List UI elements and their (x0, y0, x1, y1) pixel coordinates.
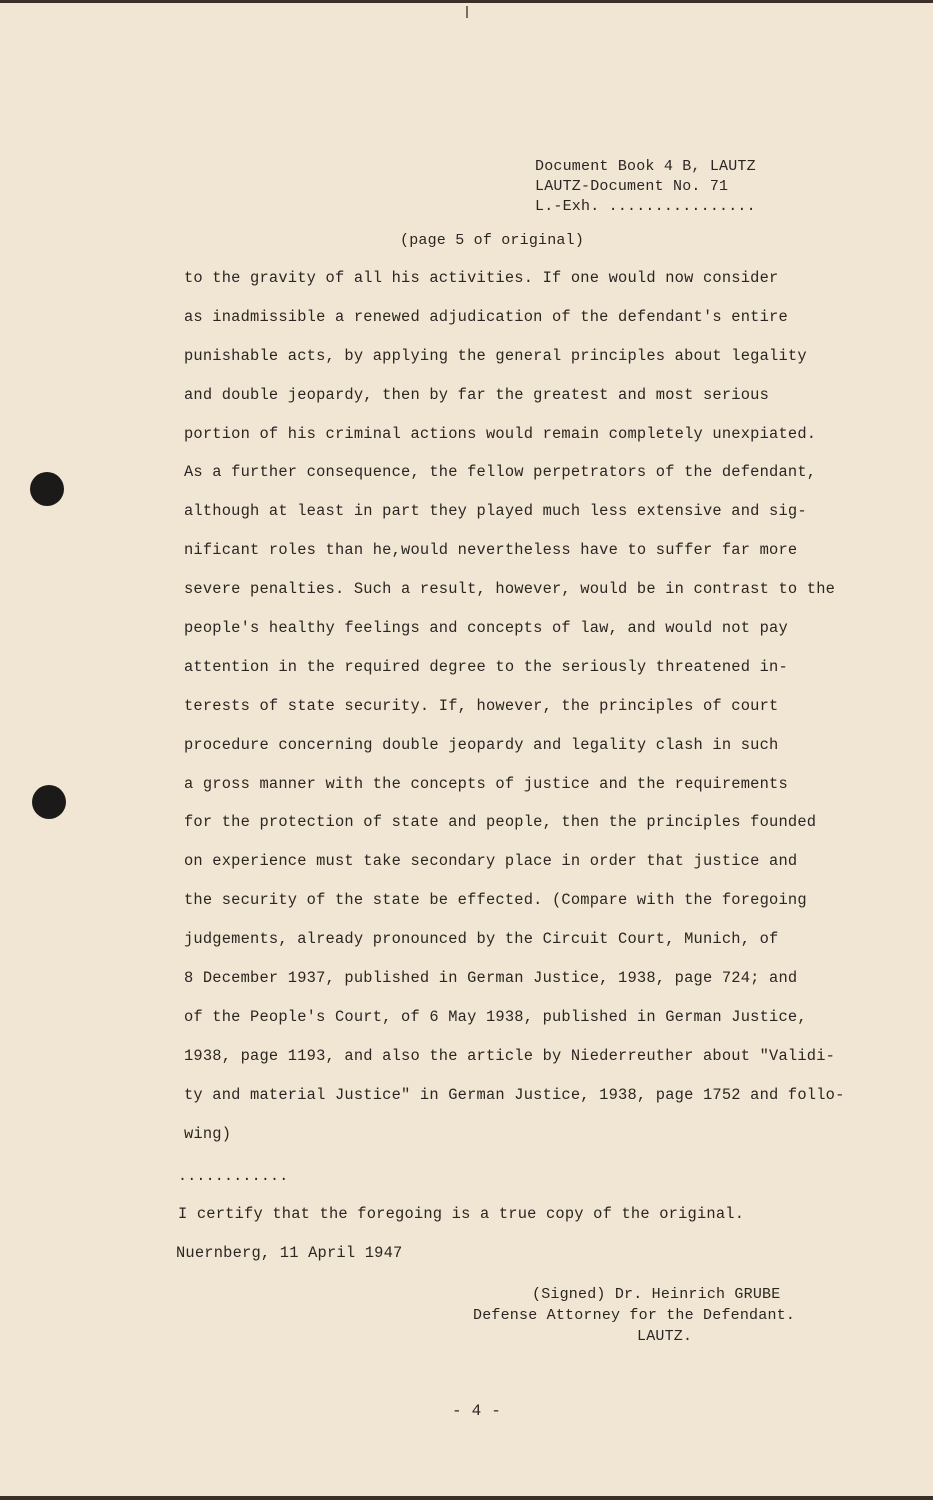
page-number: - 4 - (452, 1402, 502, 1420)
staple-mark (466, 6, 468, 18)
body-line: 1938, page 1193, and also the article by Niederreuther about "Validi- (184, 1046, 836, 1065)
body-line: wing) (184, 1124, 232, 1143)
body-line: as inadmissible a renewed adjudication of the defendant's entire (184, 307, 788, 326)
body-text (184, 268, 845, 1162)
body-line: of the People's Court, of 6 May 1938, published in German Justice, (184, 1007, 807, 1026)
body-line: As a further consequence, the fellow perpetrators of the defendant, (184, 463, 817, 482)
signed-by: (Signed) Dr. Heinrich GRUBE (532, 1286, 781, 1303)
body-line: the security of the state be effected. (Compare with the foregoing (184, 891, 807, 910)
punch-hole-upper (30, 472, 64, 506)
document-number-label: LAUTZ-Document No. 71 (535, 178, 729, 195)
body-line: ty and material Justice" in German Justice, 1938, page 1752 and follo- (184, 1085, 845, 1104)
body-line: attention in the required degree to the seriously threatened in- (184, 657, 788, 676)
body-line: punishable acts, by applying the general principles about legality (184, 346, 807, 365)
body-line: people's healthy feelings and concepts of law, and would not pay (184, 619, 788, 638)
original-page-reference: (page 5 of original) (400, 232, 585, 249)
document-header (535, 157, 756, 217)
body-line: on experience must take secondary place in order that justice and (184, 852, 798, 871)
signer-client: LAUTZ. (637, 1328, 693, 1345)
signer-role: Defense Attorney for the Defendant. (473, 1307, 796, 1324)
body-line: for the protection of state and people, then the principles founded (184, 813, 817, 832)
body-line: severe penalties. Such a result, however, would be in contrast to the (184, 580, 836, 599)
separator-dots: ............ (178, 1168, 289, 1185)
place-and-date: Nuernberg, 11 April 1947 (176, 1244, 403, 1262)
body-line: procedure concerning double jeopardy and legality clash in such (184, 735, 779, 754)
page-bottom-edge (0, 1496, 933, 1500)
body-line: to the gravity of all his activities. If one would now consider (184, 269, 779, 287)
page-top-edge (0, 0, 933, 3)
punch-hole-lower (32, 785, 66, 819)
body-line: a gross manner with the concepts of justice and the requirements (184, 774, 788, 793)
body-line: 8 December 1937, published in German Justice, 1938, page 724; and (184, 969, 798, 988)
body-line: and double jeopardy, then by far the greatest and most serious (184, 385, 770, 404)
document-book-label: Document Book 4 B, LAUTZ (535, 158, 756, 175)
body-line: judgements, already pronounced by the Circuit Court, Munich, of (184, 930, 779, 949)
body-line: although at least in part they played much less extensive and sig- (184, 502, 807, 521)
body-line: portion of his criminal actions would remain completely unexpiated. (184, 424, 817, 443)
exhibit-label: L.-Exh. ................ (535, 198, 756, 215)
body-line: nificant roles than he,would nevertheless have to suffer far more (184, 541, 798, 560)
signature-block (470, 1284, 795, 1347)
body-line: terests of state security. If, however, the principles of court (184, 696, 779, 715)
certification-statement: I certify that the foregoing is a true copy of the original. (178, 1205, 745, 1223)
